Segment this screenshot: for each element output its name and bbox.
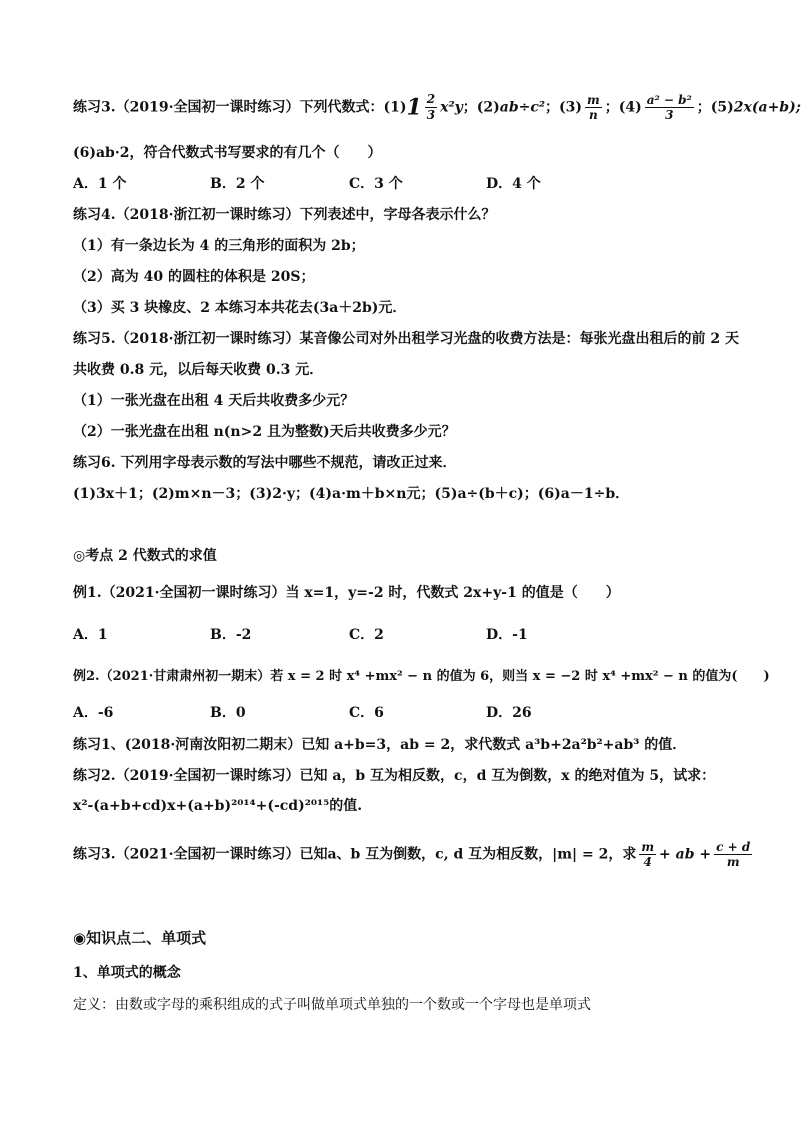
ex4-title: 练习4.（2018·浙江初一课时练习）下列表述中，字母各表示什么？	[73, 207, 496, 223]
ex5-item-2: （2）一张光盘在出租 n(n>2 且为整数)天后共收费多少元？	[73, 424, 456, 440]
ex3-option-d: D．4 个	[486, 176, 541, 192]
ex3-item2: ab÷c²	[499, 99, 545, 116]
ex5-item-1: （1）一张光盘在出租 4 天后共收费多少元？	[73, 393, 355, 409]
eg1-option-a: A．1	[73, 627, 108, 643]
ex3-mixed-den: 3	[426, 108, 436, 122]
ex4-item-1: （1）有一条边长为 4 的三角形的面积为 2b；	[73, 238, 365, 254]
p3-middle: + ab +	[659, 846, 712, 863]
ex3-frac4-num: a² − b²	[646, 93, 692, 107]
ex3-mixed-num: 2	[426, 92, 436, 106]
ex3-option-c: C．3 个	[349, 176, 403, 192]
ex3-frac4-den: 3	[665, 108, 674, 122]
ex3-prefix: 练习3.（2019·全国初一课时练习）下列代数式：(1)	[73, 99, 407, 116]
ex3-mixed-fraction	[425, 92, 437, 123]
eg1-option-d: D．-1	[486, 627, 528, 643]
ex6-line: (1)3x＋1；(2)m×n－3；(3)2·y；(4)a·m＋b×n元；(5)a÷(b＋c)；(6)a－1÷b．	[73, 486, 630, 502]
eg2-option-d: D．26	[486, 705, 532, 721]
ex3-sep3: ；(4)	[604, 99, 642, 116]
p3-frac2-num: c + d	[716, 840, 751, 854]
ex3-mixed-rest: x²y	[440, 99, 463, 116]
ex3-option-b: B．2 个	[210, 176, 265, 192]
p2-line2: x²-(a+b+cd)x+(a+b)²⁰¹⁴+(-cd)²⁰¹⁵的值.	[73, 798, 363, 814]
p3-frac2-den: m	[726, 855, 740, 869]
p2-line1: 练习2.（2019·全国初一课时练习）已知 a，b 互为相反数，c，d 互为倒数，x 的绝对值为 5，试求：	[73, 768, 716, 784]
ex3-sep2: ；(3)	[545, 99, 582, 116]
ex3-frac3	[585, 93, 602, 122]
p3-line	[73, 840, 755, 869]
eg2-option-a: A．-6	[73, 705, 114, 721]
ex5-line2: 共收费 0.8 元，以后每天收费 0.3 元．	[73, 362, 324, 378]
ex3-line2: (6)ab·2，符合代数式书写要求的有几个（ ）	[73, 145, 382, 161]
p3-frac1	[639, 840, 656, 869]
p1-text: 练习1、(2018·河南汝阳初二期末）已知 a+b=3，ab = 2，求代数式 a³b+2a²b²+ab³ 的值．	[73, 737, 687, 753]
p3-frac1-den: 4	[643, 855, 652, 869]
eg1-option-c: C．2	[349, 627, 384, 643]
ex3-line1	[73, 92, 801, 123]
ex3-option-a: A．1 个	[73, 176, 127, 192]
p3-frac2	[714, 840, 752, 869]
eg2-option-c: C．6	[349, 705, 384, 721]
ex3-sep4: ；(5)	[696, 99, 734, 116]
knowledge-title: ◉知识点二、单项式	[73, 929, 207, 947]
ex6-title: 练习6. 下列用字母表示数的写法中哪些不规范，请改正过来．	[73, 455, 457, 471]
knowledge-subtitle: 1、单项式的概念	[73, 965, 181, 981]
knowledge-definition: 定义：由数或字母的乘积组成的式子叫做单项式单独的一个数或一个字母也是单项式	[73, 997, 591, 1013]
ex3-frac3-num: m	[587, 93, 600, 107]
p3-frac1-num: m	[641, 840, 655, 854]
eg1-option-b: B．-2	[210, 627, 252, 643]
ex3-frac3-den: n	[588, 108, 598, 122]
ex5-line1: 练习5.（2018·浙江初一课时练习）某音像公司对外出租学习光盘的收费方法是：每张光盘出租后的前 2 天	[73, 331, 739, 347]
ex4-item-3: （3）买 3 块橡皮、2 本练习本共花去(3a＋2b)元．	[73, 300, 407, 316]
ex3-frac4	[645, 93, 694, 122]
ex3-sep1: ；(2)	[462, 99, 500, 116]
p3-prefix: 练习3.（2021·全国初一课时练习）已知a、b 互为倒数，c, d 互为相反数，|m| = 2，求	[73, 846, 637, 863]
eg1-text: 例1.（2021·全国初一课时练习）当 x=1，y=-2 时，代数式 2x+y-1 的值是（ ）	[73, 585, 620, 601]
ex3-item5: 2x(a+b);	[733, 99, 801, 116]
ex3-mixed-whole: 1	[406, 94, 422, 121]
ex4-item-2: （2）高为 40 的圆柱的体积是 20S；	[73, 269, 315, 285]
eg2-text: 例2.（2021·甘肃肃州初一期末）若 x = 2 时 x⁴ +mx² − n 的值为 6，则当 x = −2 时 x⁴ +mx² − n 的值为( )	[73, 669, 770, 684]
eg2-option-b: B．0	[210, 705, 246, 721]
section2-title: ◎考点 2 代数式的求值	[73, 548, 217, 564]
